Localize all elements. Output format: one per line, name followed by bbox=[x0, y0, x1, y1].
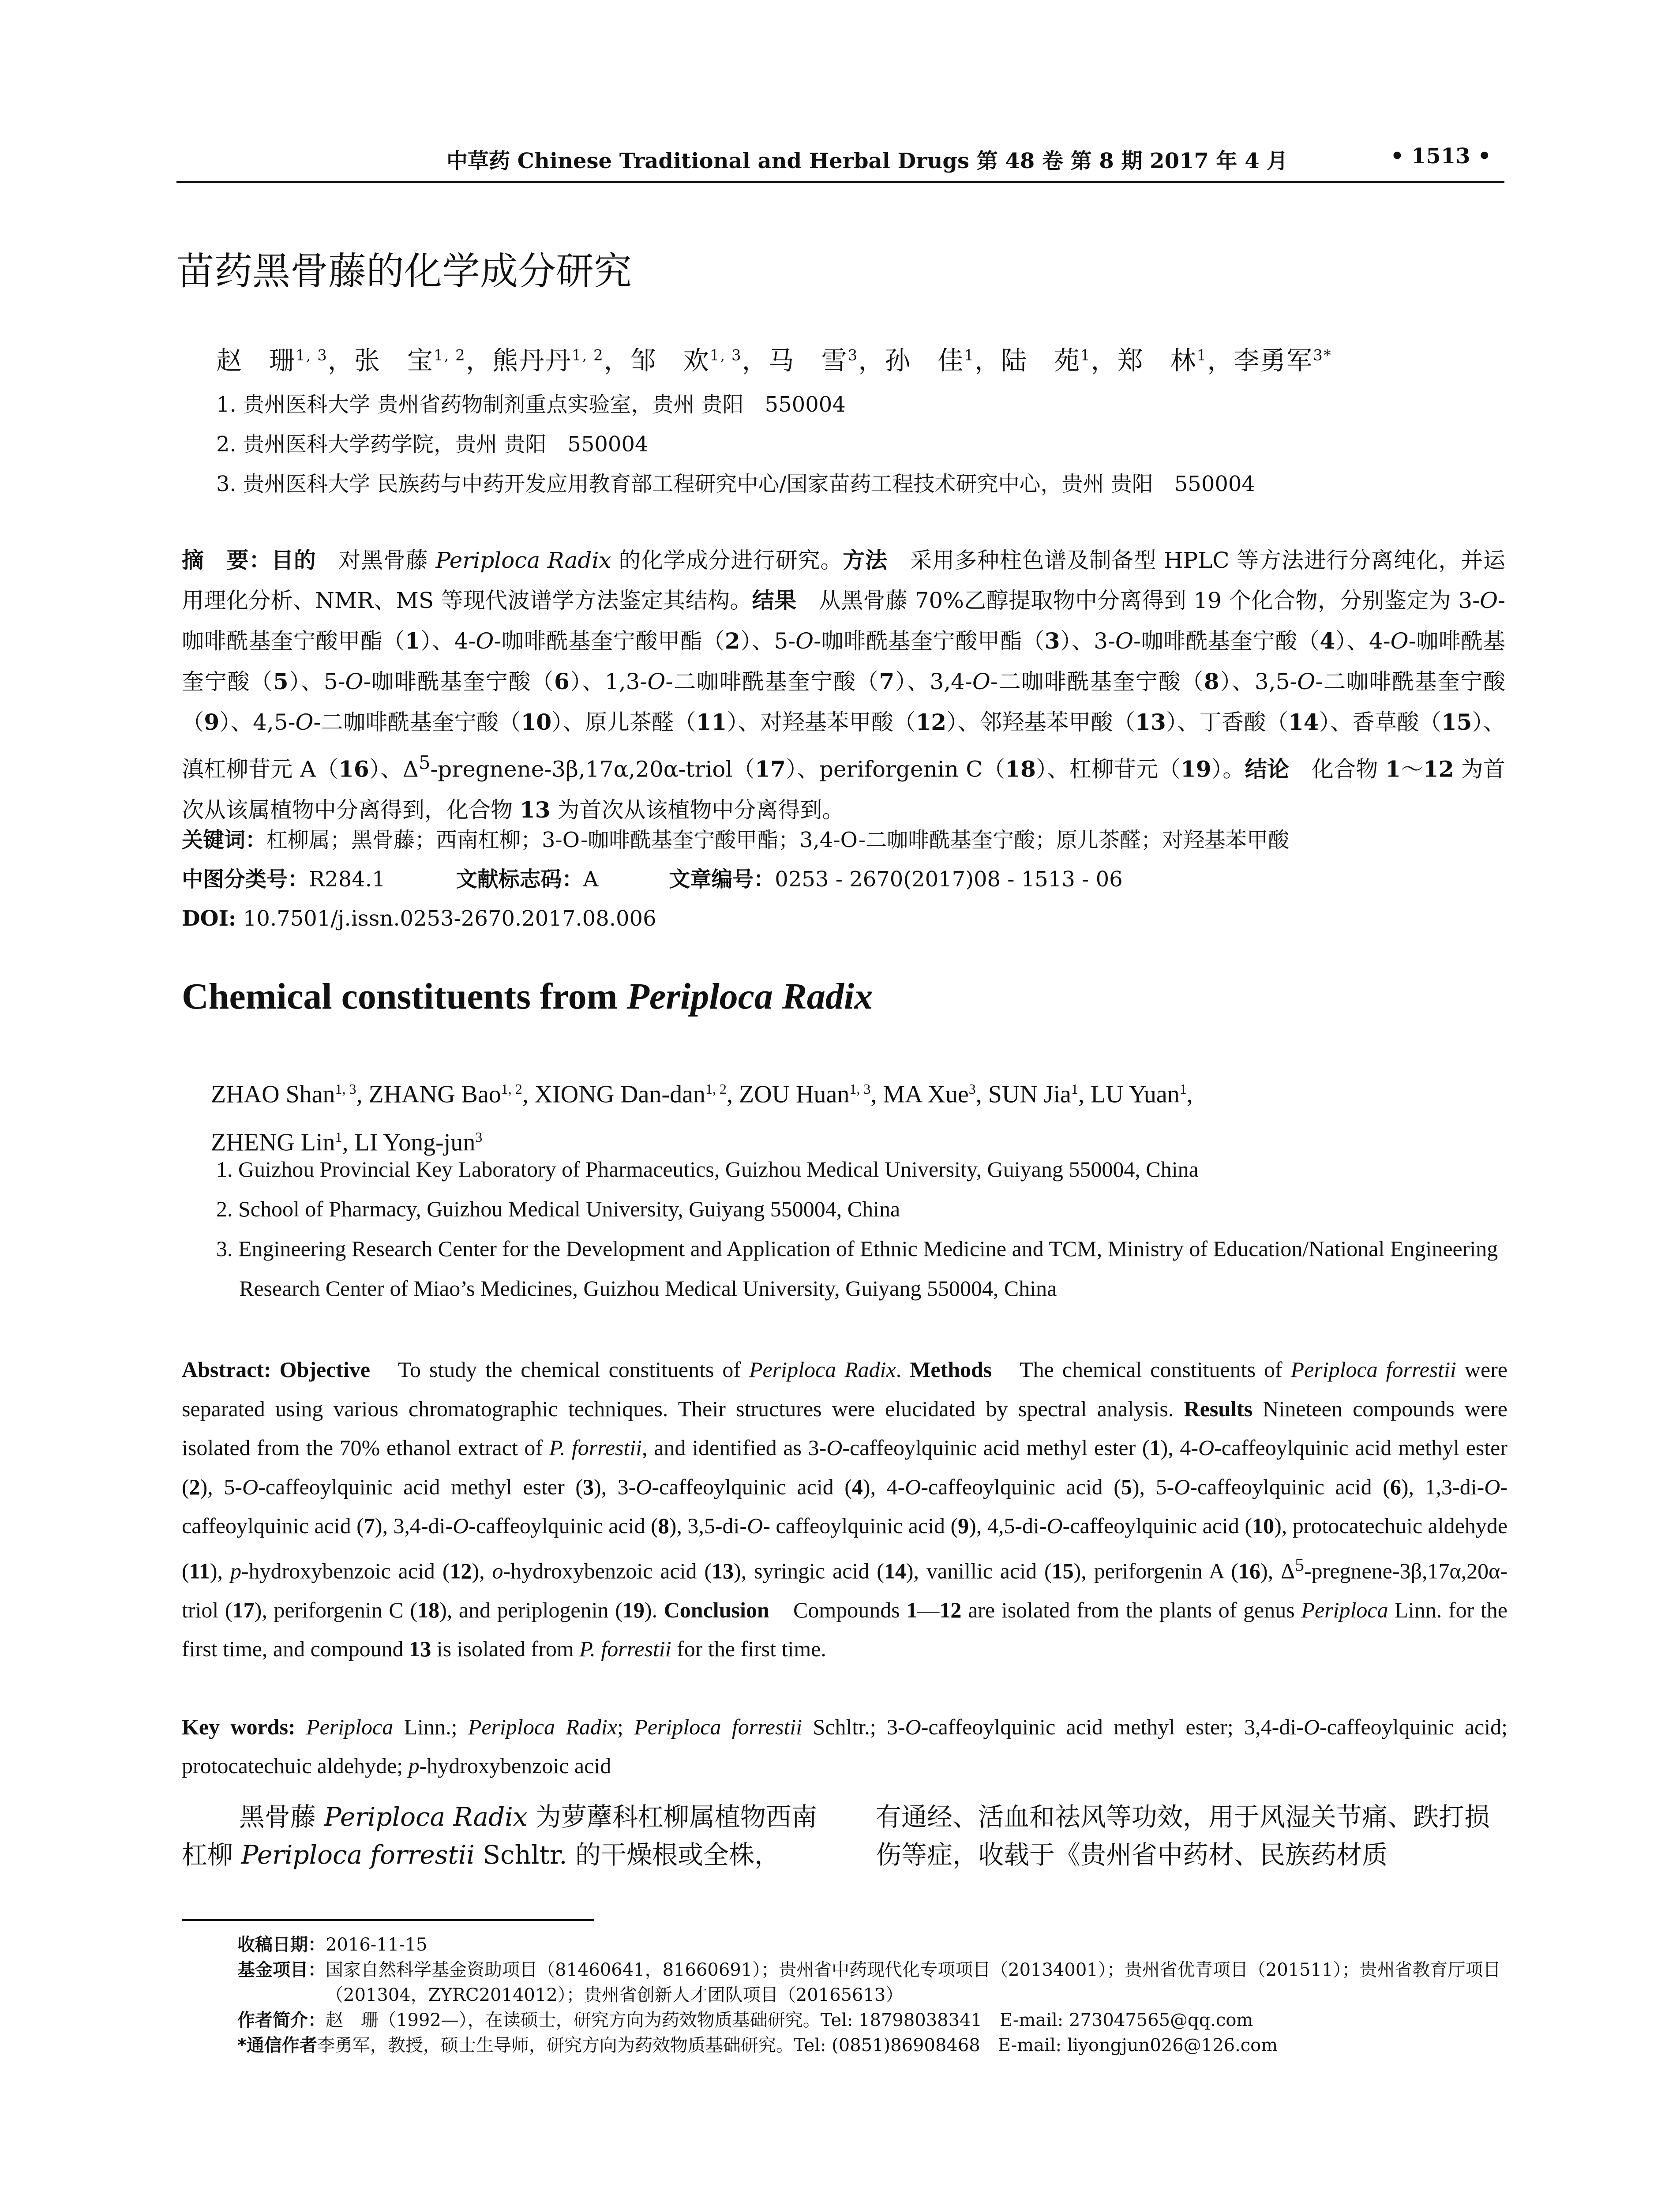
affiliation-item: 2. School of Pharmacy, Guizhou Medical University, Guiyang 550004, China bbox=[216, 1197, 900, 1221]
english-keywords: Key words: Periploca Linn.; Periploca Radix; Periploca forrestii Schltr.; 3-O-caffeoylquinic acid methyl ester; 3,4-di-O-caffeoylquinic acid; protocatechuic aldehyde; p-hydroxybenzoic acid bbox=[182, 1715, 1508, 1778]
chinese-affiliations bbox=[216, 387, 1255, 506]
article-value: 0253 - 2670(2017)08 - 1513 - 06 bbox=[775, 867, 1123, 892]
keywords-label: 关键词： bbox=[182, 828, 267, 852]
footnote-item bbox=[237, 1958, 1512, 2008]
clc-label: 中图分类号： bbox=[182, 867, 309, 892]
footnote-item bbox=[237, 2033, 1512, 2058]
footnote-label: 基金项目： bbox=[237, 1960, 326, 1980]
body-paragraph: 黑骨藤 Periploca Radix 为萝藦科杠柳属植物西南杠柳 Periploca forrestii Schltr. 的干燥根或全株， bbox=[182, 1802, 817, 1870]
doi-label: DOI: bbox=[182, 906, 236, 931]
footnote-label: *通信作者 bbox=[237, 2035, 317, 2056]
clc-value: R284.1 bbox=[309, 867, 386, 892]
affiliation-item: 3. 贵州医科大学 民族药与中药开发应用教育部工程研究中心/国家苗药工程技术研究中心，贵州 贵阳 550004 bbox=[216, 472, 1255, 496]
english-authors: ZHAO Shan$^{1, 3}$, ZHANG Bao$^{1, 2}$, XIONG Dan-dan$^{1, 2}$, ZOU Huan$^{1, 3}$, MA Xue$^3$, SUN Jia$^1$, LU Yuan$^1$, ZHENG Lin$^1$, LI Yong-jun$^3$ bbox=[211, 1080, 1193, 1156]
affiliation-item: 3. Engineering Research Center for the Development and Application of Ethnic Medicine and TCM, Ministry of Education/National Engineering Research Center of Miao’s Medicines, Guizhou Medical University, Guiyang 550004, China bbox=[216, 1236, 1498, 1301]
footnote-text: 2016-11-15 bbox=[326, 1935, 428, 1955]
doccode-value: A bbox=[583, 867, 599, 892]
affiliation-item: 1. 贵州医科大学 贵州省药物制剂重点实验室，贵州 贵阳 550004 bbox=[216, 392, 846, 417]
journal-title: 中草药 Chinese Traditional and Herbal Drugs 第 48 卷 第 8 期 2017 年 4 月 bbox=[446, 149, 1288, 173]
doi-line bbox=[182, 899, 1289, 938]
footnote-text: 国家自然科学基金资助项目（81460641，81660691）；贵州省中药现代化专项项目（20134001）；贵州省优青项目（201511）；贵州省教育厅项目（201304，ZYRC2014012）；贵州省创新人才团队项目（20165613） bbox=[326, 1960, 1501, 2005]
page-number: • 1513 • bbox=[1390, 144, 1491, 169]
chinese-authors: 赵 珊$^{1, 3}$，张 宝$^{1, 2}$，熊丹丹$^{1, 2}$，邹 欢$^{1, 3}$，马 雪$^3$，孙 佳$^1$，陆 苑$^1$，郑 林$^1$，李勇军$^{3*}$ bbox=[216, 345, 1332, 375]
affiliation-item: 2. 贵州医科大学药学院，贵州 贵阳 550004 bbox=[216, 432, 649, 457]
footnote-label: 作者简介： bbox=[237, 2010, 326, 2030]
footnote-item bbox=[237, 1932, 1512, 1958]
footnote-rule bbox=[182, 1919, 594, 1921]
running-header bbox=[176, 140, 1504, 183]
chinese-metadata bbox=[182, 821, 1289, 938]
doccode-label: 文献标志码： bbox=[456, 867, 583, 892]
footnotes bbox=[237, 1932, 1512, 2058]
english-title: Chemical constituents from Periploca Radix bbox=[182, 976, 873, 1017]
affiliation-item: 1. Guizhou Provincial Key Laboratory of Pharmaceutics, Guizhou Medical University, Guiyang 550004, China bbox=[216, 1157, 1199, 1182]
footnote-label: 收稿日期： bbox=[237, 1935, 326, 1955]
article-label: 文章编号： bbox=[669, 867, 775, 892]
body-column-left bbox=[182, 1798, 830, 1874]
doi-value[interactable]: 10.7501/j.issn.0253-2670.2017.08.006 bbox=[243, 906, 656, 931]
footnote-text: 李勇军，教授，硕士生导师，研究方向为药效物质基础研究。Tel: (0851)86908468 E-mail: liyongjun026@126.com bbox=[317, 2035, 1278, 2056]
footnote-item bbox=[237, 2008, 1512, 2033]
chinese-title: 苗药黑骨藤的化学成分研究 bbox=[176, 249, 632, 293]
keywords-text: 杠柳属；黑骨藤；西南杠柳；3-O-咖啡酰基奎宁酸甲酯；3,4-O-二咖啡酰基奎宁酸；原儿茶醛；对羟基苯甲酸 bbox=[266, 828, 1289, 852]
english-abstract: Abstract: Objective To study the chemical constituents of Periploca Radix. Methods The chemical constituents of Periploca forrestii were separated using various chromatographic techniques. Their structures were elucidated by spectral analysis. Results Nineteen compounds were isolated from the 70% ethanol extract of P. forrestii, and identified as 3-O-caffeoylquinic acid methyl ester (1), 4-O-caffeoylquinic acid methyl ester (2), 5-O-caffeoylquinic acid methyl ester (3), 3-O-caffeoylquinic acid (4), 4-O-caffeoylquinic acid (5), 5-O-caffeoylquinic acid (6), 1,3-di-O-caffeoylquinic acid (7), 3,4-di-O-caffeoylquinic acid (8), 3,5-di-O- caffeoylquinic acid (9), 4,5-di-O-caffeoylquinic acid (10), protocatechuic aldehyde (11), p-hydroxybenzoic acid (12), o-hydroxybenzoic acid (13), syringic acid (14), vanillic acid (15), periforgenin A (16), $\Delta^5-pregnene-3\beta,17\alpha,20\alpha$-triol (17), periforgenin C (18), and periplogenin (19). Conclusion Compounds 1—12 are isolated from the plants of genus Periploca Linn. for the first time, and compound 13 is isolated from P. forrestii for the first time. bbox=[182, 1357, 1508, 1662]
body-column-right: 有通经、活血和祛风等功效，用于风湿关节痛、跌打损伤等症，收载于《贵州省中药材、民族药材质 bbox=[876, 1802, 1490, 1870]
classification-line bbox=[182, 860, 1289, 899]
chinese-abstract: 摘 要：目的 对黑骨藤 Periploca Radix 的化学成分进行研究。方法 采用多种柱色谱及制备型 HPLC 等方法进行分离纯化，并运用理化分析、NMR、MS 等现代波谱学方法鉴定其结构。结果 从黑骨藤 70%乙醇提取物中分离得到 19 个化合物，分别鉴定为 3-O-咖啡酰基奎宁酸甲酯（1）、4-O-咖啡酰基奎宁酸甲酯（2）、5-O-咖啡酰基奎宁酸甲酯（3）、3-O-咖啡酰基奎宁酸（4）、4-O-咖啡酰基奎宁酸（5）、5-O-咖啡酰基奎宁酸（6）、1,3-O-二咖啡酰基奎宁酸（7）、3,4-O-二咖啡酰基奎宁酸（8）、3,5-O-二咖啡酰基奎宁酸（9）、4,5-O-二咖啡酰基奎宁酸（10）、原儿茶醛（11）、对羟基苯甲酸（12）、邻羟基苯甲酸（13）、丁香酸（14）、香草酸（15）、滇杠柳苷元 A（16）、$\Delta^5-pregnene-3\beta,17\alpha,20\alpha-triol(17)$、periforgenin C（18）、杠柳苷元（19）。结论 化合物 1～12 为首次从该属植物中分离得到，化合物 13 为首次从该植物中分离得到。 bbox=[182, 548, 1506, 823]
keywords-line bbox=[182, 821, 1289, 860]
footnote-text: 赵 珊（1992—），在读硕士，研究方向为药效物质基础研究。Tel: 18798038341 E-mail: 273047565@qq.com bbox=[326, 2010, 1253, 2030]
english-affiliations bbox=[216, 1149, 1513, 1308]
